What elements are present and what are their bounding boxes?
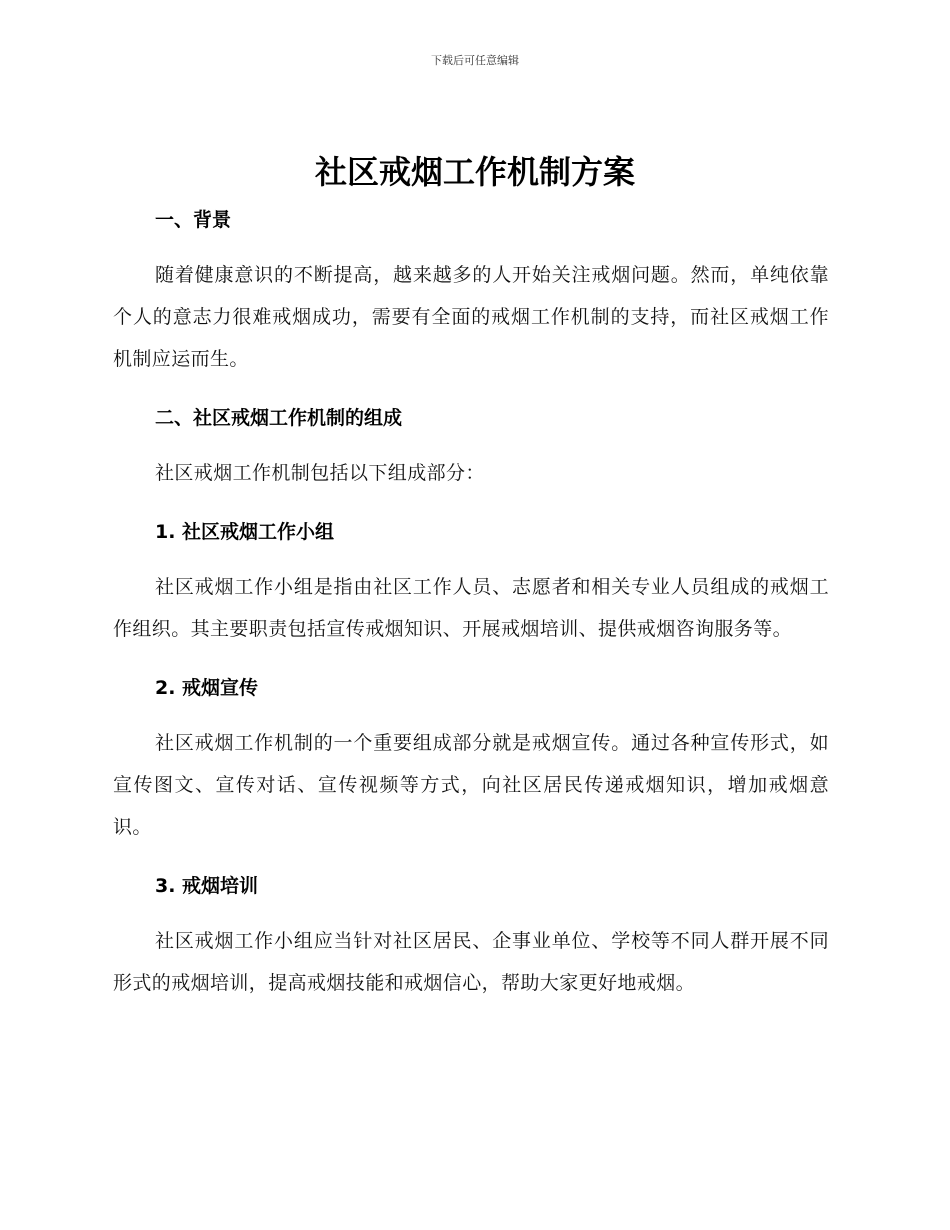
section-paragraph-training: 社区戒烟工作小组应当针对社区居民、企事业单位、学校等不同人群开展不同形式的戒烟培训，提高戒烟技能和戒烟信心，帮助大家更好地戒烟。 xyxy=(113,930,829,994)
section-heading-publicity: 2. 戒烟宣传 xyxy=(155,677,259,699)
page-header-note: 下载后可任意编辑 xyxy=(431,54,519,67)
section-paragraph-background: 随着健康意识的不断提高，越来越多的人开始关注戒烟问题。然而，单纯依靠个人的意志力很难戒烟成功，需要有全面的戒烟工作机制的支持，而社区戒烟工作机制应运而生。 xyxy=(113,264,829,370)
section-paragraph-publicity: 社区戒烟工作机制的一个重要组成部分就是戒烟宣传。通过各种宣传形式，如宣传图文、宣传对话、宣传视频等方式，向社区居民传递戒烟知识，增加戒烟意识。 xyxy=(113,732,829,838)
document-body xyxy=(113,198,829,1004)
section-heading-working-group: 1. 社区戒烟工作小组 xyxy=(155,521,335,543)
section-paragraph-working-group: 社区戒烟工作小组是指由社区工作人员、志愿者和相关专业人员组成的戒烟工作组织。其主要职责包括宣传戒烟知识、开展戒烟培训、提供戒烟咨询服务等。 xyxy=(113,576,829,640)
document-title: 社区戒烟工作机制方案 xyxy=(314,153,635,191)
section-heading-training: 3. 戒烟培训 xyxy=(155,875,259,897)
section-paragraph-composition: 社区戒烟工作机制包括以下组成部分： xyxy=(155,462,485,484)
section-heading-background: 一、背景 xyxy=(155,209,232,231)
section-heading-composition: 二、社区戒烟工作机制的组成 xyxy=(155,407,403,429)
